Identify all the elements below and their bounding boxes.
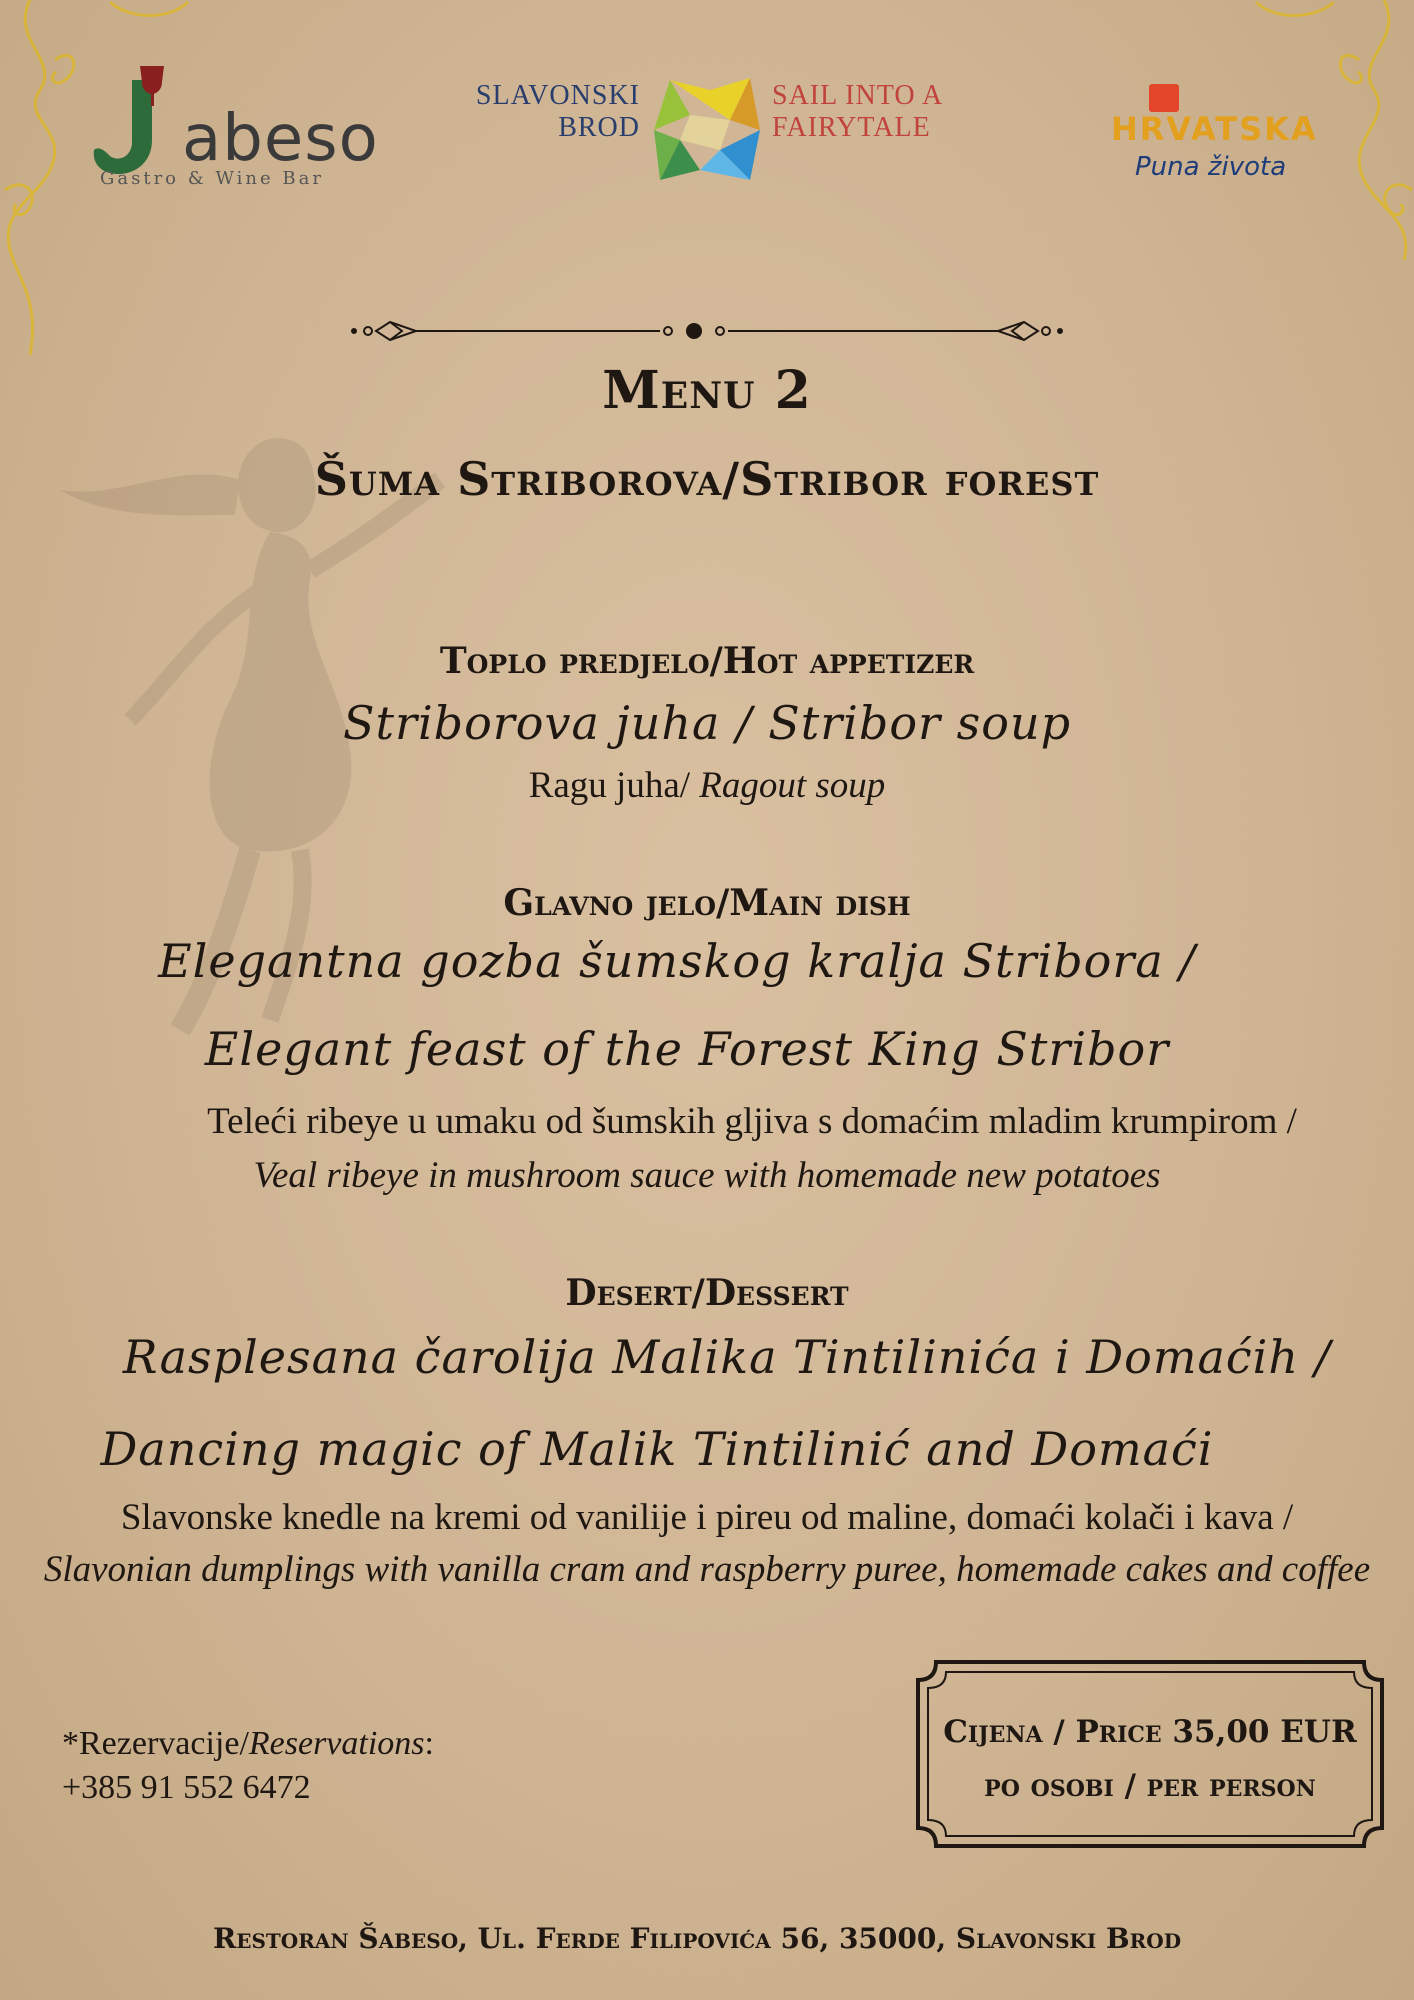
sb-left-line2: BROD <box>558 112 640 143</box>
ornamental-divider-icon <box>350 316 1064 346</box>
slavonski-brod-star-icon <box>650 70 770 190</box>
reservations-label-italic: Reservations <box>248 1725 425 1762</box>
dish-description-main: Teleći ribeye u umaku od šumskih gljiva s domaćim mladim krumpirom / <box>207 1101 1297 1142</box>
price-line-1: Cijena / Price 35,00 EUR <box>943 1714 1357 1750</box>
dish-name-main-line2: Elegant feast of the Forest King Stribor <box>204 1022 1170 1076</box>
reservations-label <box>62 1722 434 1766</box>
price-line-2: po osobi / per person <box>984 1768 1316 1804</box>
reservations-label-colon: : <box>424 1725 434 1762</box>
gold-flourish-left-icon <box>0 0 90 360</box>
slavonski-brod-logo <box>460 70 980 190</box>
dish-description-dessert-english: Slavonian dumplings with vanilla cram and raspberry puree, homemade cakes and coffee <box>43 1549 1371 1590</box>
hrvatska-wordmark <box>1111 110 1318 148</box>
dish-name-dessert-line2: Dancing magic of Malik Tintilinić and Domaći <box>100 1422 1214 1476</box>
section-heading-main: Glavno jelo/Main dish <box>503 882 911 924</box>
sail-into-fairytale-slogan <box>772 80 992 144</box>
desc-plain-appetizer: Ragu juha/ <box>528 765 700 806</box>
sabeso-wordmark: abeso <box>182 102 379 176</box>
hrvatska-name: HRVATSKA <box>1111 110 1318 148</box>
gold-flourish-top-right-icon <box>1254 0 1334 20</box>
hrvatska-tagline: Puna života <box>1135 152 1287 182</box>
dish-description-dessert: Slavonske knedle na kremi od vanilije i pireu od maline, domaći kolači i kava / <box>120 1497 1294 1538</box>
price-frame-icon <box>916 1660 1384 1848</box>
menu-title: Menu 2 <box>602 360 812 421</box>
hrvatska-flag-square-icon <box>1149 84 1179 112</box>
dish-description-main-english: Veal ribeye in mushroom sauce with homemade new potatoes <box>253 1155 1161 1196</box>
menu-subtitle: Šuma Striborova/Stribor forest <box>314 452 1100 506</box>
sb-right-line1: SAIL INTO A <box>772 80 944 111</box>
dish-name-main-line1: Elegantna gozba šumskog kralja Stribora / <box>158 934 1196 988</box>
gold-flourish-right-icon <box>1324 0 1414 300</box>
sabeso-tagline: Gastro & Wine Bar <box>100 168 324 189</box>
desc-italic-appetizer: Ragout soup <box>699 765 886 806</box>
sb-left-line1: SLAVONSKI <box>475 80 640 111</box>
reservations-phone[interactable]: +385 91 552 6472 <box>62 1769 311 1806</box>
section-heading-appetizer: Toplo predjelo/Hot appetizer <box>439 640 975 682</box>
footer-address: Restoran Šabeso, Ul. Ferde Filipovića 56, 35000, Slavonski Brod <box>212 1922 1182 1955</box>
gold-flourish-top-left-icon <box>110 0 190 20</box>
dish-name-appetizer: Striborova juha / Stribor soup <box>342 696 1072 750</box>
price-box <box>916 1660 1384 1848</box>
sabeso-s-mark-icon <box>90 66 178 176</box>
dish-name-dessert-line1: Rasplesana čarolija Malika Tintilinića i Domaćih / <box>122 1330 1332 1384</box>
reservations-block <box>62 1722 434 1810</box>
section-heading-dessert: Desert/Dessert <box>565 1272 849 1314</box>
dish-description-appetizer <box>0 764 1414 807</box>
reservations-label-plain: *Rezervacije/ <box>62 1725 249 1762</box>
sb-right-line2: FAIRYTALE <box>772 112 931 143</box>
hrvatska-logo <box>1105 80 1318 200</box>
sabeso-logo <box>90 60 380 200</box>
slavonski-brod-wordmark <box>460 80 640 144</box>
